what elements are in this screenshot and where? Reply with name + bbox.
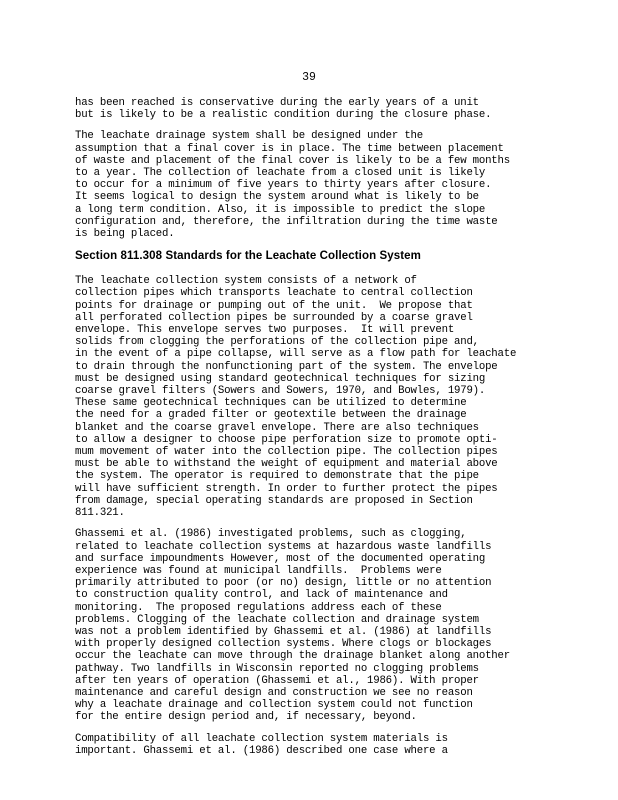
text-line: coarse gravel filters (Sowers and Sowers, 1970, and Bowles, 1979). (75, 385, 486, 398)
text-line: has been reached is conservative during the early years of a unit (75, 97, 479, 109)
text-line: points for drainage or pumping out of the unit. We propose that (75, 299, 473, 312)
text-line: The leachate collection system consists of a network of (75, 275, 417, 288)
text-line: These same geotechnical techniques can be utilized to determine (75, 397, 467, 410)
text-line: with properly designed collection systems. Where clogs or blockages (75, 638, 492, 651)
text-line: to allow a designer to choose pipe perforation size to promote opti- (75, 433, 498, 446)
text-line: primarily attributed to poor (or no) design, little or no attention (75, 577, 492, 590)
text-line: pathway. Two landfills in Wisconsin reported no clogging problems (75, 662, 479, 675)
text-line: after ten years of operation (Ghassemi et al., 1986). With proper (75, 674, 479, 687)
text-line: but is likely to be a realistic condition during the closure phase. (75, 109, 492, 122)
page-number: 39 (302, 71, 316, 84)
text-line: It seems logical to design the system around what is likely to be (75, 191, 479, 204)
text-line: will have sufficient strength. In order to further protect the pipes (75, 482, 498, 495)
text-line: was not a problem identified by Ghassemi et al. (1986) at landfills (75, 625, 492, 638)
text-line: mum movement of water into the collection pipe. The collection pipes (75, 446, 498, 459)
intro-section (75, 97, 555, 240)
paragraph (75, 733, 555, 757)
text-line: the system. The operator is required to demonstrate that the pipe (75, 470, 479, 483)
section-body (75, 275, 555, 757)
text-line: blanket and the coarse gravel envelope. There are also techniques (75, 421, 479, 434)
text-line: solids from clogging the perforations of the collection pipe and, (75, 336, 479, 349)
text-line: of waste and placement of the final cover is likely to be a few months (75, 154, 510, 167)
text-line: experience was found at municipal landfills. Problems were (75, 564, 442, 577)
text-line: maintenance and careful design and construction we see no reason (75, 686, 473, 699)
text-line: to drain through the nonfunctioning part of the system. The envelope (75, 360, 498, 373)
text-line: assumption that a final cover is in place. The time between placement (75, 142, 504, 155)
paragraph (75, 130, 555, 240)
text-line: is being placed. (75, 228, 175, 241)
text-line: the need for a graded filter or geotextile between the drainage (75, 409, 467, 422)
text-line: and surface impoundments However, most of the documented operating (75, 552, 486, 565)
text-line: Ghassemi et al. (1986) investigated problems, such as clogging, (75, 528, 467, 541)
document-body (75, 97, 555, 766)
text-line: must be able to withstand the weight of equipment and material above (75, 458, 498, 471)
text-line: for the entire design period and, if necessary, beyond. (75, 711, 417, 724)
text-line: must be designed using standard geotechnical techniques for sizing (75, 372, 486, 385)
section-heading: Section 811.308 Standards for the Leachate Collection System (75, 250, 422, 263)
text-line: envelope. This envelope serves two purposes. It will prevent (75, 324, 455, 337)
paragraph (75, 528, 555, 723)
text-line: important. Ghassemi et al. (1986) described one case where a (75, 744, 448, 757)
text-line: from damage, special operating standards are proposed in Section (75, 494, 473, 507)
text-line: The leachate drainage system shall be designed under the (75, 130, 423, 143)
paragraph (75, 97, 555, 121)
text-line: problems. Clogging of the leachate collection and drainage system (75, 613, 479, 626)
text-line: collection pipes which transports leachate to central collection (75, 287, 473, 300)
text-line: to occur for a minimum of five years to thirty years after closure. (75, 179, 492, 192)
text-line: in the event of a pipe collapse, will serve as a flow path for leachate (75, 348, 517, 361)
text-line: why a leachate drainage and collection system could not function (75, 699, 473, 712)
text-line: all perforated collection pipes be surrounded by a coarse gravel (75, 311, 473, 324)
text-line: 811.321. (75, 507, 125, 520)
text-line: occur the leachate can move through the drainage blanket along another (75, 650, 510, 663)
text-line: a long term condition. Also, it is impossible to predict the slope (75, 203, 486, 216)
text-line: configuration and, therefore, the infiltration during the time waste (75, 215, 498, 228)
paragraph (75, 275, 555, 519)
text-line: Compatibility of all leachate collection system materials is (75, 732, 448, 745)
text-line: to construction quality control, and lack of maintenance and (75, 589, 448, 602)
text-line: related to leachate collection systems at hazardous waste landfills (75, 540, 492, 553)
text-line: to a year. The collection of leachate from a closed unit is likely (75, 167, 486, 180)
text-line: monitoring. The proposed regulations address each of these (75, 601, 442, 614)
